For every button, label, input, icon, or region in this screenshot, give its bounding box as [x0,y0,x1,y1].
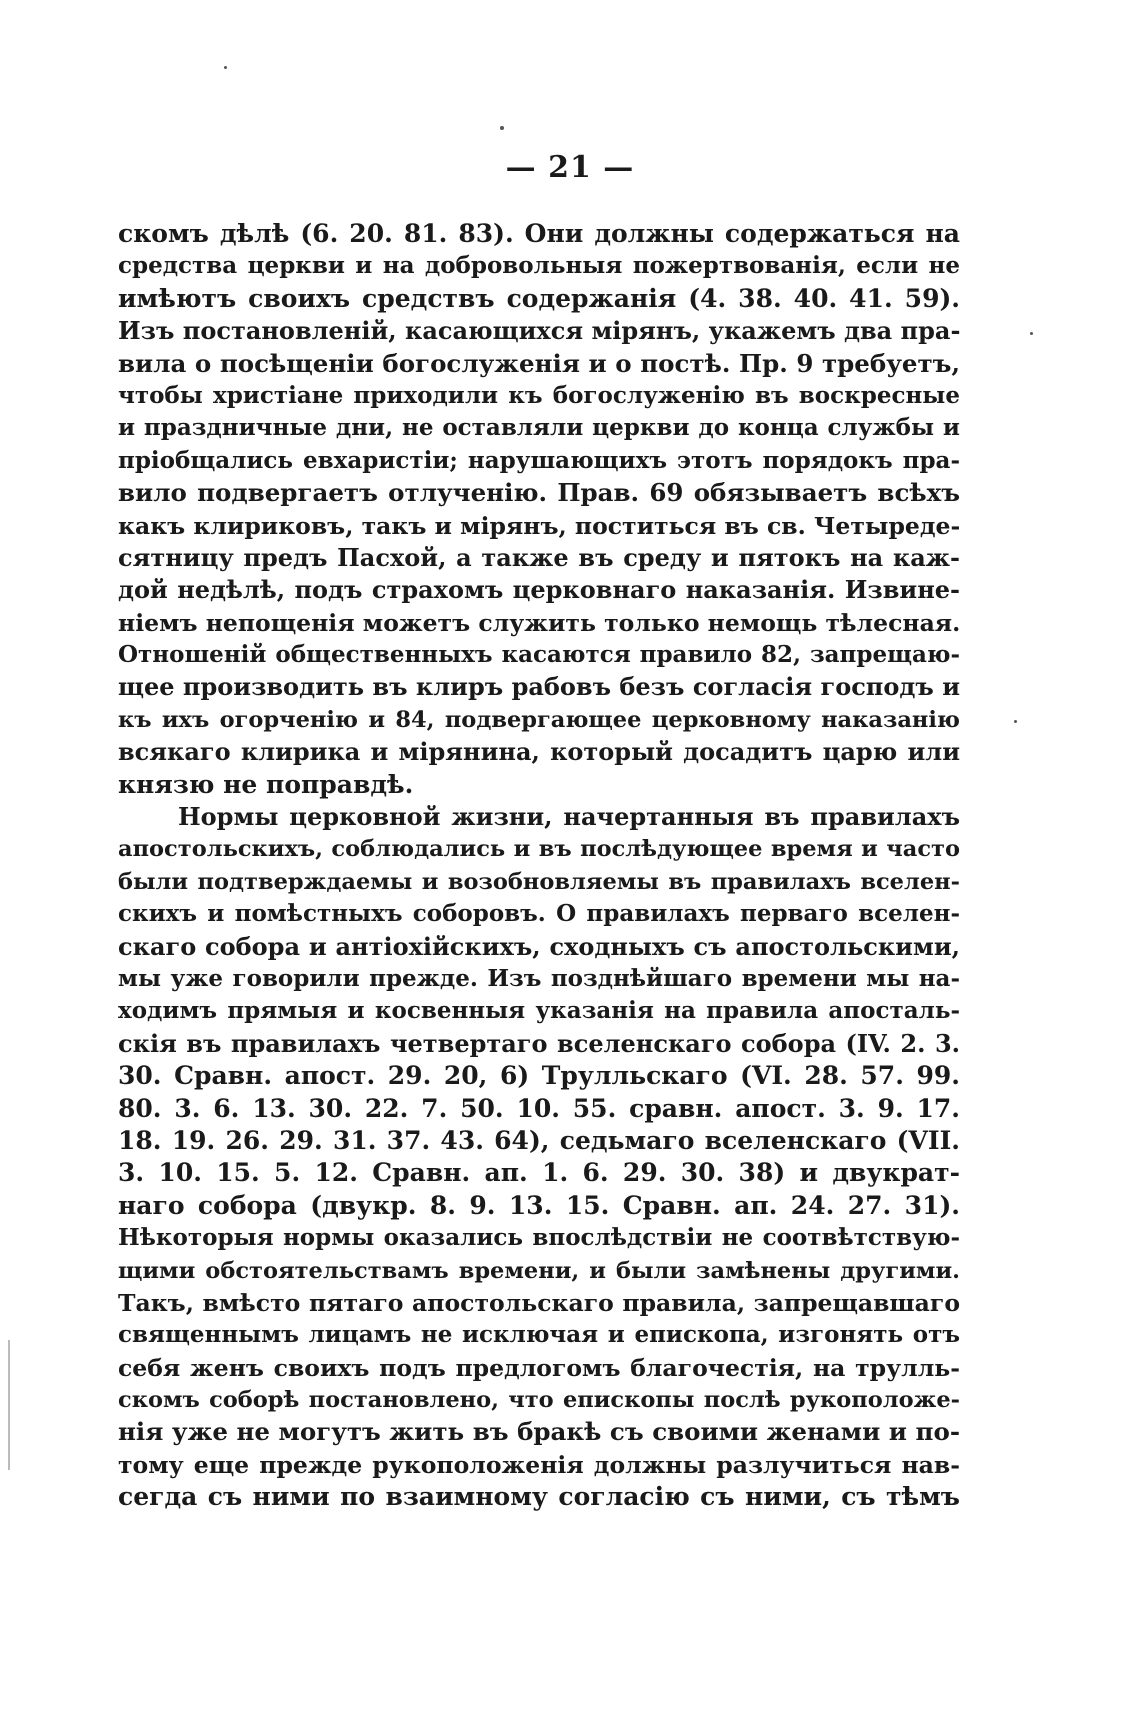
text-line: скаго собора и антіохійскихъ, сходныхъ съ апостольскими, [118,931,960,961]
text-line: 80. 3. 6. 13. 30. 22. 7. 50. 10. 55. сравн. апост. 3. 9. 17. [118,1093,960,1123]
text-line: апостольскихъ, соблюдались и въ послѣдующее время и часто [118,836,960,863]
paragraph-end-line: князю не поправдѣ. [118,769,414,799]
text-line: вило подвергаетъ отлученію. Прав. 69 обязываетъ всѣхъ [118,478,960,508]
text-line: тому еще прежде рукоположенія должны разлучиться нав- [118,1450,960,1479]
body-text [118,218,960,1514]
text-line: нія уже не могутъ жить въ бракѣ съ своими женами и по- [118,1417,960,1447]
paragraph-start-line: Нормы церковной жизни, начертанныя въ правилахъ [178,802,960,832]
text-line: имѣютъ своихъ средствъ содержанія (4. 38. 40. 41. 59). [118,283,960,313]
text-line: 30. Сравн. апост. 29. 20, 6) Трулльскаго (VI. 28. 57. 99. [118,1061,960,1091]
text-line: наго собора (двукр. 8. 9. 13. 15. Сравн. ап. 24. 27. 31). [118,1190,960,1220]
text-line: священнымъ лицамъ не исключая и епископа, изгонять отъ [118,1321,960,1349]
text-line: сегда съ ними по взаимному согласію съ ними, съ тѣмъ [118,1482,960,1512]
text-line: себя женъ своихъ подъ предлогомъ благочестія, на трулль- [118,1353,960,1382]
text-line: мы уже говорили прежде. Изъ позднѣйшаго времени мы на- [118,964,960,992]
text-line: скія въ правилахъ четвертаго вселенскаго собора (IV. 2. 3. [118,1028,960,1058]
text-line: всякаго клирика и мірянина, который досадитъ царю или [118,737,960,767]
text-line: пріобщались евхаристіи; нарушающихъ этотъ порядокъ пра- [118,446,960,474]
print-speck [1030,332,1033,335]
text-line: и праздничные дни, не оставляли церкви до конца службы и [118,414,960,442]
text-line: скихъ и помѣстныхъ соборовъ. О правилахъ перваго вселен- [118,900,960,928]
text-line: 18. 19. 26. 29. 31. 37. 43. 64), седьмаго вселенскаго (VII. [118,1125,960,1155]
text-line: чтобы христіане приходили къ богослуженію въ воскресные [118,381,960,409]
text-line: скомъ соборѣ постановлено, что епископы послѣ рукоположе- [118,1387,960,1414]
text-line: щее производить въ клиръ рабовъ безъ согласія господъ и [118,672,960,702]
scan-edge-mark [8,1340,10,1470]
page-number: — 21 — [505,150,635,185]
print-speck [1014,720,1017,723]
text-line: 3. 10. 15. 5. 12. Сравн. ап. 1. 6. 29. 30. 38) и двукрат- [118,1158,960,1188]
text-line: дой недѣлѣ, подъ страхомъ церковнаго наказанія. Извине- [118,575,960,605]
text-line: средства церкви и на добровольныя пожертвованія, если не [118,252,960,280]
text-line: вила о посѣщеніи богослуженія и о постѣ. Пр. 9 требуетъ, [118,348,960,378]
text-line: ходимъ прямыя и косвенныя указанія на правила апосталь- [118,997,960,1025]
print-speck [500,126,504,130]
text-line: были подтверждаемы и возобновляемы въ правилахъ вселен- [118,868,960,895]
text-line: сятницу предъ Пасхой, а также въ среду и пятокъ на каж- [118,542,960,572]
text-line: Такъ, вмѣсто пятаго апостольскаго правила, запрещавшаго [118,1288,960,1317]
text-line: къ ихъ огорченію и 84, подвергающее церковному наказанію [118,706,960,733]
text-line: Изъ постановленій, касающихся мірянъ, укажемъ два пра- [118,316,960,346]
text-line: какъ клириковъ, такъ и мірянъ, поститься въ св. Четыреде- [118,511,960,540]
text-line: щими обстоятельствамъ времени, и были замѣнены другими. [118,1257,960,1284]
text-line: ніемъ непощенія можетъ служить только немощь тѣлесная. [118,608,960,637]
text-line: скомъ дѣлѣ (6. 20. 81. 83). Они должны содержаться на [118,219,960,248]
text-line: Нѣкоторыя нормы оказались впослѣдствіи не соотвѣтствую- [118,1224,960,1252]
print-speck [224,66,227,69]
text-line: Отношеній общественныхъ касаются правило 82, запрещаю- [118,641,960,669]
